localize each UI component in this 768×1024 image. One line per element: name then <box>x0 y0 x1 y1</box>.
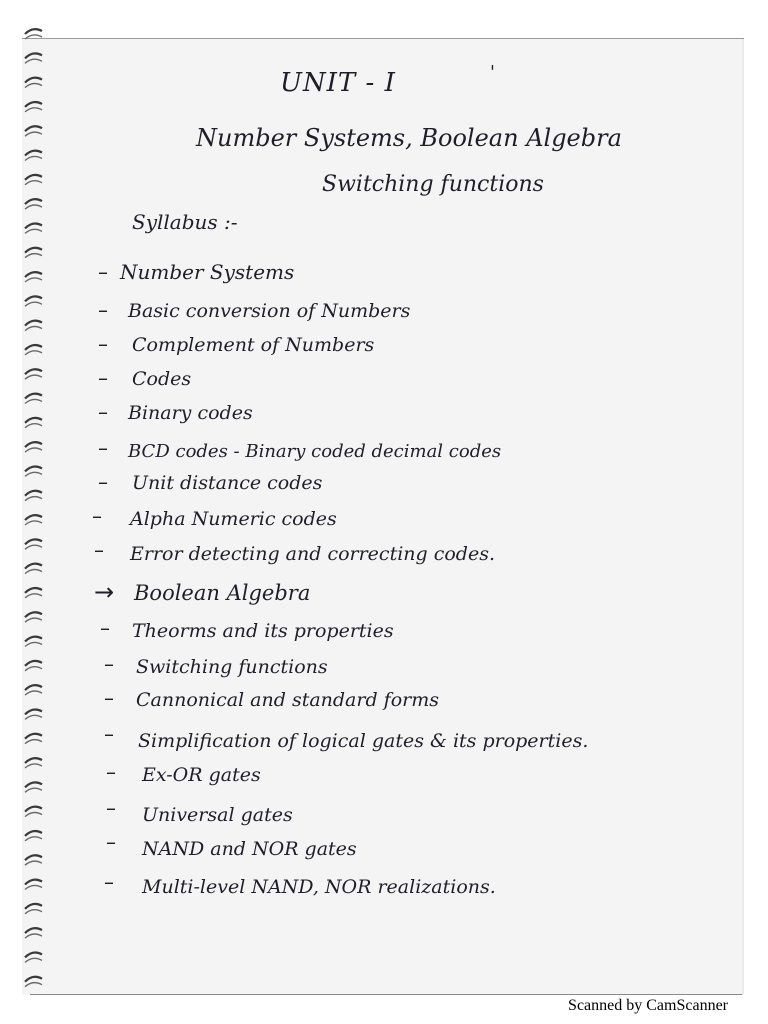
spiral-ring-shadow <box>25 351 42 355</box>
spiral-ring <box>25 102 42 107</box>
list-item: Error detecting and correcting codes. <box>130 543 495 565</box>
spiral-ring <box>25 637 42 642</box>
spiral-ring <box>25 782 42 787</box>
spiral-ring-shadow <box>25 570 42 574</box>
subject-subtitle: Switching functions <box>322 172 544 197</box>
spiral-ring-shadow <box>25 910 42 914</box>
spiral-ring-shadow <box>25 472 42 476</box>
list-item: Theorms and its properties <box>132 620 394 642</box>
spiral-ring-shadow <box>25 618 42 622</box>
list-bullet: – <box>106 830 116 854</box>
spiral-ring-shadow <box>25 229 42 233</box>
list-item: Complement of Numbers <box>132 334 375 356</box>
spiral-ring-shadow <box>25 861 42 865</box>
spiral-ring <box>25 758 42 763</box>
spiral-ring-shadow <box>25 715 42 719</box>
spiral-ring-shadow <box>25 59 42 63</box>
spiral-ring <box>25 369 42 374</box>
list-item: Cannonical and standard forms <box>136 689 439 711</box>
spiral-ring-shadow <box>25 983 42 987</box>
list-bullet: – <box>98 298 108 322</box>
spiral-ring-shadow <box>25 181 42 185</box>
spiral-ring <box>25 394 42 399</box>
spiral-ring <box>25 345 42 350</box>
spiral-ring-shadow <box>25 399 42 403</box>
spiral-ring-shadow <box>25 497 42 501</box>
list-item: BCD codes - Binary coded decimal codes <box>128 441 502 462</box>
spiral-ring <box>25 418 42 423</box>
spiral-ring <box>25 29 42 34</box>
spiral-ring-shadow <box>25 278 42 282</box>
spiral-ring-shadow <box>25 667 42 671</box>
list-bullet: – <box>106 796 116 820</box>
list-item: Universal gates <box>142 804 293 826</box>
list-item: Switching functions <box>136 656 328 678</box>
spiral-ring-shadow <box>25 642 42 646</box>
spiral-ring-shadow <box>25 205 42 209</box>
spiral-ring-shadow <box>25 594 42 598</box>
unit-title: UNIT - I <box>280 68 396 98</box>
spiral-ring <box>25 321 42 326</box>
list-item: Boolean Algebra <box>134 581 311 605</box>
spiral-ring <box>25 612 42 617</box>
list-item: Binary codes <box>128 402 253 424</box>
spiral-ring <box>25 272 42 277</box>
spiral-ring <box>25 952 42 957</box>
syllabus-heading: Syllabus :- <box>132 210 238 234</box>
spiral-ring-shadow <box>25 448 42 452</box>
spiral-ring-shadow <box>25 84 42 88</box>
list-item: Ex-OR gates <box>142 764 261 786</box>
spiral-ring <box>25 685 42 690</box>
list-bullet: – <box>104 652 114 676</box>
spiral-ring-shadow <box>25 302 42 306</box>
spiral-ring-shadow <box>25 424 42 428</box>
list-item: Alpha Numeric codes <box>130 508 337 530</box>
spiral-ring <box>25 928 42 933</box>
spiral-ring <box>25 223 42 228</box>
spiral-ring-shadow <box>25 545 42 549</box>
list-bullet: – <box>98 470 108 494</box>
list-item: Simplification of logical gates & its properties. <box>138 730 589 752</box>
list-bullet: – <box>100 616 110 640</box>
spiral-ring <box>25 977 42 982</box>
spiral-ring-shadow <box>25 375 42 379</box>
spiral-ring-shadow <box>25 521 42 525</box>
list-bullet: – <box>94 538 104 562</box>
scan-credit: Scanned by CamScanner <box>568 997 728 1014</box>
spiral-ring <box>25 126 42 131</box>
spiral-ring <box>25 175 42 180</box>
spiral-ring <box>25 296 42 301</box>
list-bullet: – <box>98 366 108 390</box>
spiral-ring-shadow <box>25 740 42 744</box>
spiral-ring-shadow <box>25 934 42 938</box>
list-item: Codes <box>132 368 192 390</box>
spiral-ring-shadow <box>25 764 42 768</box>
spiral-ring-shadow <box>25 35 42 39</box>
spiral-ring <box>25 151 42 156</box>
spiral-binding-icon <box>22 20 44 992</box>
list-item: Multi-level NAND, NOR realizations. <box>142 876 496 898</box>
list-bullet: – <box>98 260 108 284</box>
list-bullet: – <box>98 436 108 460</box>
spiral-ring <box>25 904 42 909</box>
list-bullet: → <box>94 578 115 606</box>
spiral-ring <box>25 466 42 471</box>
spiral-ring-shadow <box>25 156 42 160</box>
spiral-ring <box>25 564 42 569</box>
sheet-edge <box>30 988 742 995</box>
spiral-ring-shadow <box>25 788 42 792</box>
spiral-ring <box>25 831 42 836</box>
spiral-ring-shadow <box>25 254 42 258</box>
spiral-ring <box>25 53 42 58</box>
list-bullet: – <box>98 400 108 424</box>
spiral-ring <box>25 442 42 447</box>
spiral-ring <box>25 855 42 860</box>
spiral-ring-shadow <box>25 837 42 841</box>
spiral-ring-shadow <box>25 108 42 112</box>
subject-title: Number Systems, Boolean Algebra <box>196 124 622 152</box>
spiral-ring <box>25 539 42 544</box>
list-bullet: – <box>92 504 102 528</box>
list-bullet: – <box>104 686 114 710</box>
spiral-ring-shadow <box>25 885 42 889</box>
list-bullet: – <box>98 332 108 356</box>
spiral-ring <box>25 248 42 253</box>
spiral-ring <box>25 199 42 204</box>
spiral-ring-shadow <box>25 132 42 136</box>
spiral-ring <box>25 880 42 885</box>
stray-mark: ' <box>490 62 495 83</box>
list-item: Unit distance codes <box>132 472 323 494</box>
spiral-ring-shadow <box>25 327 42 331</box>
spiral-ring <box>25 491 42 496</box>
list-item: Number Systems <box>120 260 295 284</box>
spiral-ring <box>25 807 42 812</box>
list-bullet: – <box>104 870 114 894</box>
spiral-ring <box>25 734 42 739</box>
spiral-ring-shadow <box>25 691 42 695</box>
spiral-ring <box>25 588 42 593</box>
list-item: NAND and NOR gates <box>142 838 357 860</box>
list-item: Basic conversion of Numbers <box>128 300 411 322</box>
list-bullet: – <box>106 760 116 784</box>
spiral-ring <box>25 515 42 520</box>
spiral-ring <box>25 78 42 83</box>
spiral-ring <box>25 661 42 666</box>
list-bullet: – <box>104 722 114 746</box>
spiral-ring-shadow <box>25 813 42 817</box>
spiral-ring-shadow <box>25 958 42 962</box>
spiral-ring <box>25 709 42 714</box>
